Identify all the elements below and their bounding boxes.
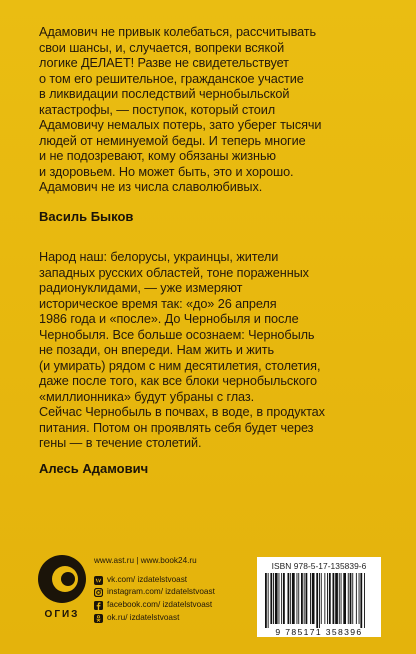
barcode-bar-19 — [319, 573, 320, 628]
author-adamovich: Алесь Адамович — [39, 461, 149, 476]
barcode-bar-0 — [265, 573, 267, 628]
barcode-bar-32 — [356, 573, 357, 624]
publisher-logo-text: ОГИЗ — [44, 609, 80, 620]
social-link-instagram[interactable] — [94, 586, 274, 599]
barcode-bar-27 — [341, 573, 342, 624]
barcode-bar-31 — [352, 573, 353, 624]
social-link-facebook[interactable] — [94, 599, 274, 612]
barcode-bar-28 — [343, 573, 346, 624]
barcode-bar-30 — [350, 573, 352, 624]
barcode-bar-24 — [333, 573, 335, 624]
publisher-logo — [33, 550, 91, 630]
barcode-bar-29 — [348, 573, 349, 624]
barcode-bar-23 — [329, 573, 331, 624]
barcode-bar-25 — [335, 573, 338, 624]
isbn-barcode-panel — [257, 557, 381, 637]
social-vk-text: vk.com/ izdatelstvoast — [107, 574, 188, 584]
barcode-digits: 9 785171 358396 — [275, 627, 363, 637]
barcode-bar-9 — [290, 573, 291, 624]
social-odnoklassniki-text: ok.ru/ izdatelstvoast — [107, 612, 180, 622]
barcode-bar-12 — [298, 573, 299, 624]
barcode-bar-34 — [360, 573, 362, 628]
social-link-vk[interactable] — [94, 574, 274, 587]
quote-bykov: Адамович не привык колебаться, рассчитывать свои шансы, и, случается, вопреки всякой логике ДЕЛАЕТ! Разве не свидетельствует о том его решительное, гражданское участие в ликвидации последствий чернобыльской катастрофы, — поступок, который стоил Адамовичу немалых потерь, зато уберег тысячи людей от неминуемой беды. И теперь многие и не подозревают, кому обязаны жизнью и здоровьем. Но может быть, это и хорошо. Адамович не из числа славолюбивых. — [39, 25, 322, 194]
barcode-bar-17 — [312, 573, 315, 624]
barcode-bar-21 — [324, 573, 325, 624]
isbn-number: ISBN 978-5-17-135839-6 — [271, 561, 367, 571]
barcode-bar-10 — [292, 573, 295, 624]
barcode-bar-16 — [310, 573, 311, 624]
social-facebook-text: facebook.com/ izdatelstvoast — [107, 600, 213, 610]
quote-adamovich: Народ наш: белорусы, украинцы, жители западных русских областей, тоне пораженных радионуклидами, — уже измеряют историческое время так: «до» 26 апреля 1986 года и «после». До Чернобыля и после Чернобыля. Все больше осознаем: Чернобыль не позади, он впереди. Нам жить и жить (и умирать) рядом с ним десятилетия, столетия, даже после того, как все блоки чернобыльского «миллионника» будут убраны с глаз. Сейчас Чернобыль в почвах, в воде, в продуктах питания. Потом он проявлять себя будет через гены — в течение столетий. — [39, 250, 325, 450]
barcode-bar-3 — [273, 573, 274, 624]
barcode-bar-14 — [304, 573, 305, 624]
barcode-bar-33 — [359, 573, 360, 624]
barcode-bar-22 — [327, 573, 328, 624]
odnoklassniki-icon — [94, 614, 103, 623]
author-bykov: Василь Быков — [39, 209, 134, 224]
ogiz-logo-icon — [33, 550, 91, 608]
barcode-bar-8 — [288, 573, 290, 624]
instagram-icon — [94, 588, 103, 597]
publisher-websites[interactable]: www.ast.ru | www.book24.ru — [94, 556, 197, 565]
barcode-bar-2 — [270, 573, 272, 624]
barcode-bar-4 — [275, 573, 278, 624]
barcode-bar-7 — [283, 573, 285, 624]
facebook-icon — [94, 601, 103, 610]
barcode-image — [262, 573, 376, 628]
barcode-bar-6 — [281, 573, 282, 624]
barcode-bar-11 — [297, 573, 298, 624]
social-link-odnoklassniki[interactable] — [94, 612, 274, 625]
barcode-bar-35 — [364, 573, 365, 628]
barcode-bar-15 — [306, 573, 308, 624]
barcode-bar-5 — [279, 573, 280, 624]
barcode-bar-18 — [316, 573, 318, 628]
vk-icon — [94, 576, 103, 585]
publisher-contacts — [94, 555, 274, 624]
barcode-bar-26 — [339, 573, 340, 624]
barcode-bar-13 — [301, 573, 303, 624]
barcode-bar-20 — [321, 573, 322, 624]
social-instagram-text: instagram.com/ izdatelstvoast — [107, 587, 215, 597]
barcode-bar-1 — [268, 573, 269, 628]
